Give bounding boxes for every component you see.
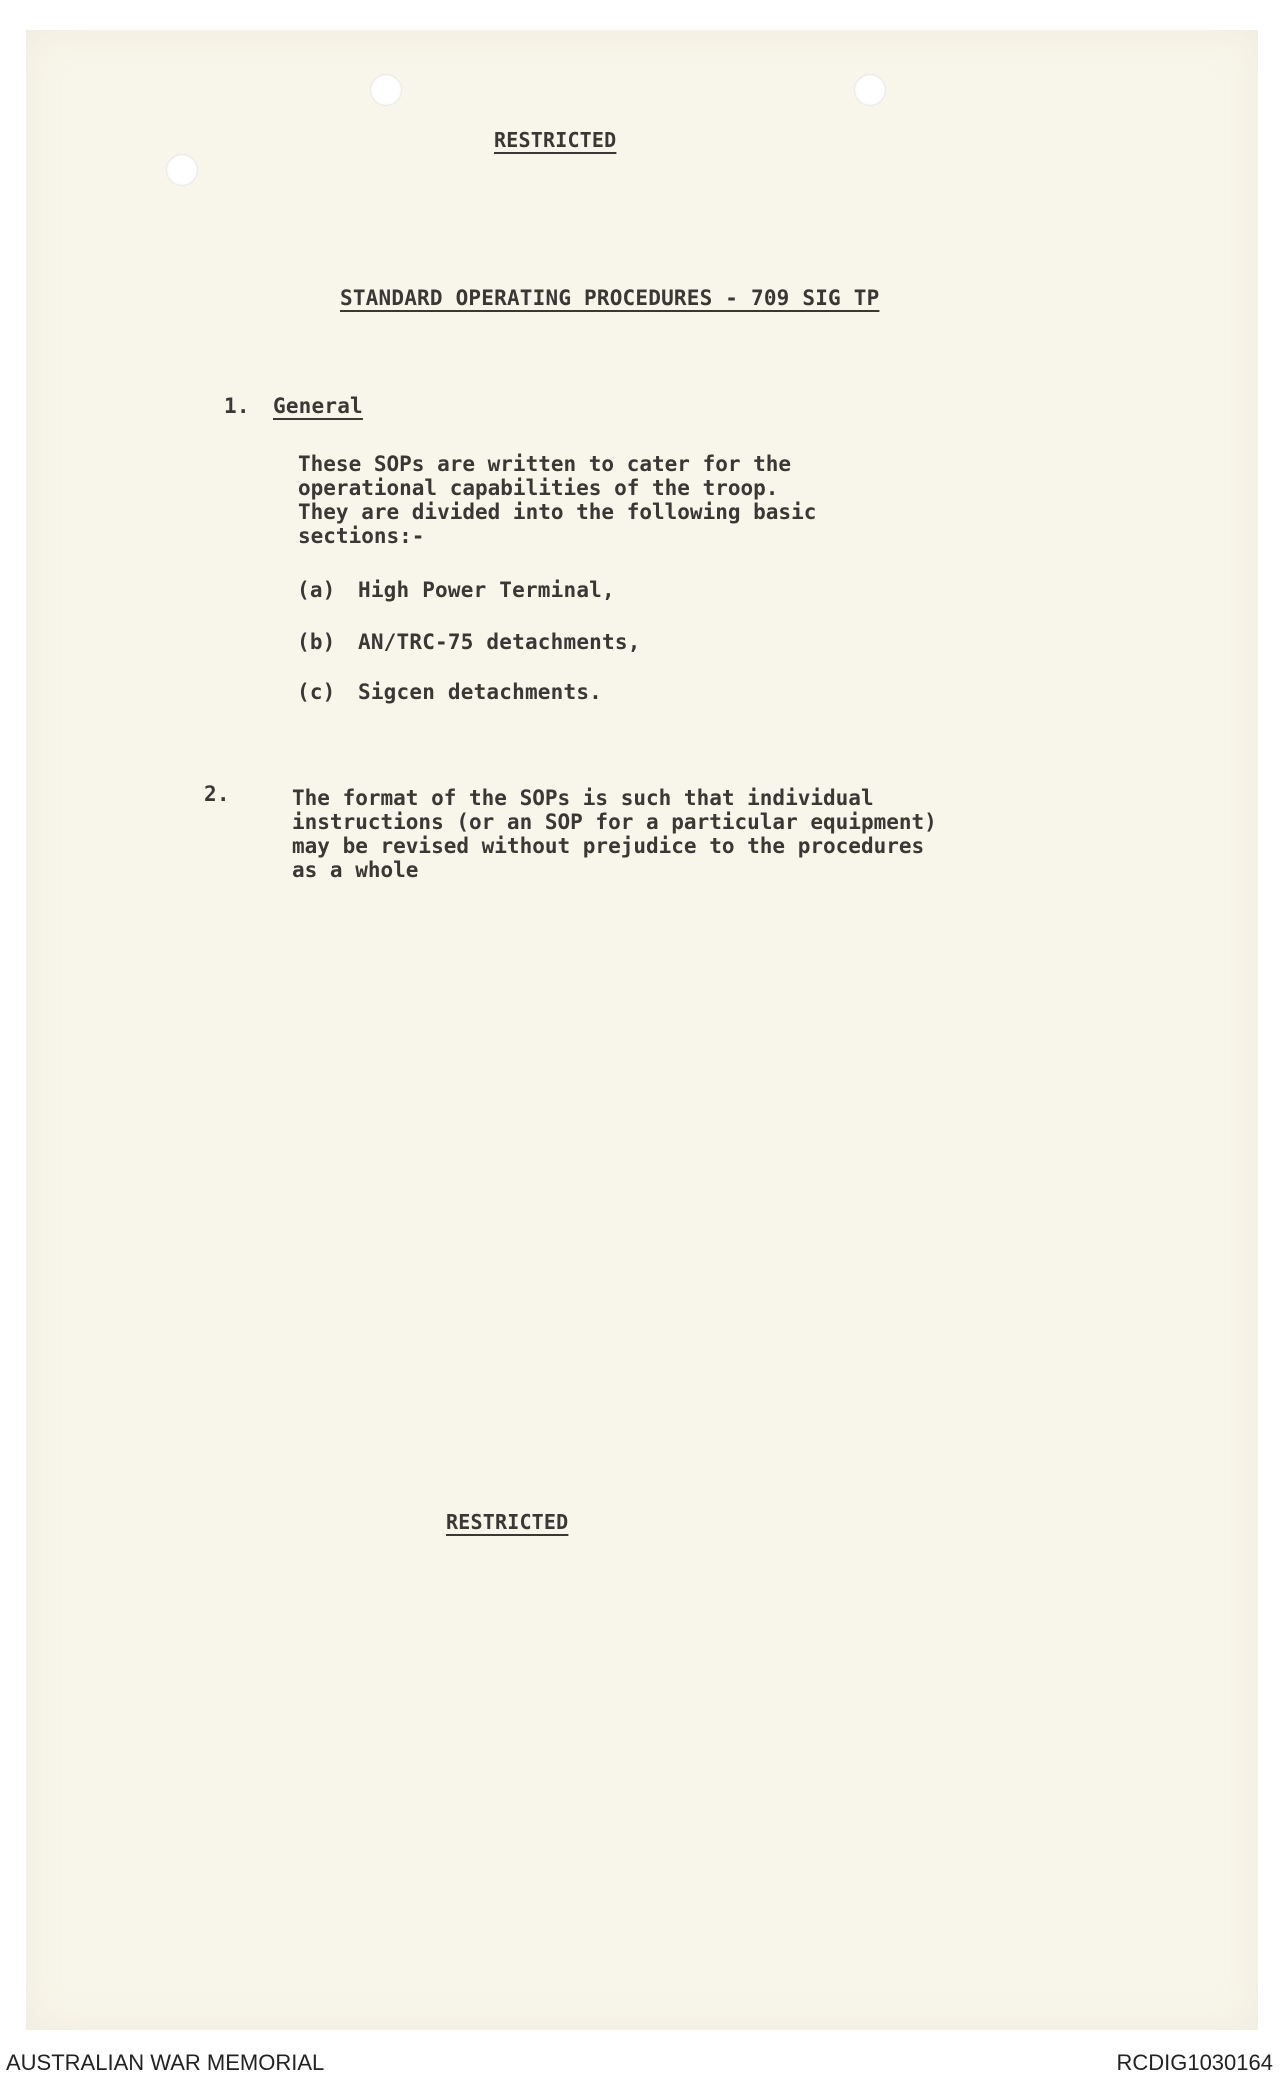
list-item-label: (a) xyxy=(297,578,336,602)
section-1-line: They are divided into the following basic xyxy=(298,500,817,524)
list-item-text: Sigcen detachments. xyxy=(358,680,603,704)
list-item-text: High Power Terminal, xyxy=(358,578,615,602)
section-1-line: These SOPs are written to cater for the xyxy=(298,452,792,476)
document-page xyxy=(26,30,1258,2030)
section-1-line: operational capabilities of the troop. xyxy=(298,476,779,500)
list-item-label: (c) xyxy=(297,680,336,704)
section-2-number: 2. xyxy=(204,782,230,806)
document-title: STANDARD OPERATING PROCEDURES - 709 SIG TP xyxy=(340,286,880,310)
punch-hole-icon xyxy=(854,74,886,106)
punch-hole-icon xyxy=(370,74,402,106)
section-2-line: as a whole xyxy=(292,858,419,882)
classification-bottom: RESTRICTED xyxy=(446,1510,569,1534)
list-item-text: AN/TRC-75 detachments, xyxy=(358,630,641,654)
section-1-heading: General xyxy=(273,394,363,418)
section-1-line: sections:- xyxy=(298,524,425,548)
punch-hole-icon xyxy=(166,154,198,186)
list-item-label: (b) xyxy=(297,630,336,654)
section-2-line: instructions (or an SOP for a particular equipment) xyxy=(292,810,937,834)
classification-top: RESTRICTED xyxy=(494,128,617,152)
footer-record-id: RCDIG1030164 xyxy=(1116,2050,1273,2075)
section-2-line: The format of the SOPs is such that individual xyxy=(292,786,874,810)
section-2-line: may be revised without prejudice to the procedures xyxy=(292,834,925,858)
section-1-number: 1. xyxy=(224,394,250,418)
footer-source: AUSTRALIAN WAR MEMORIAL xyxy=(6,2050,325,2075)
